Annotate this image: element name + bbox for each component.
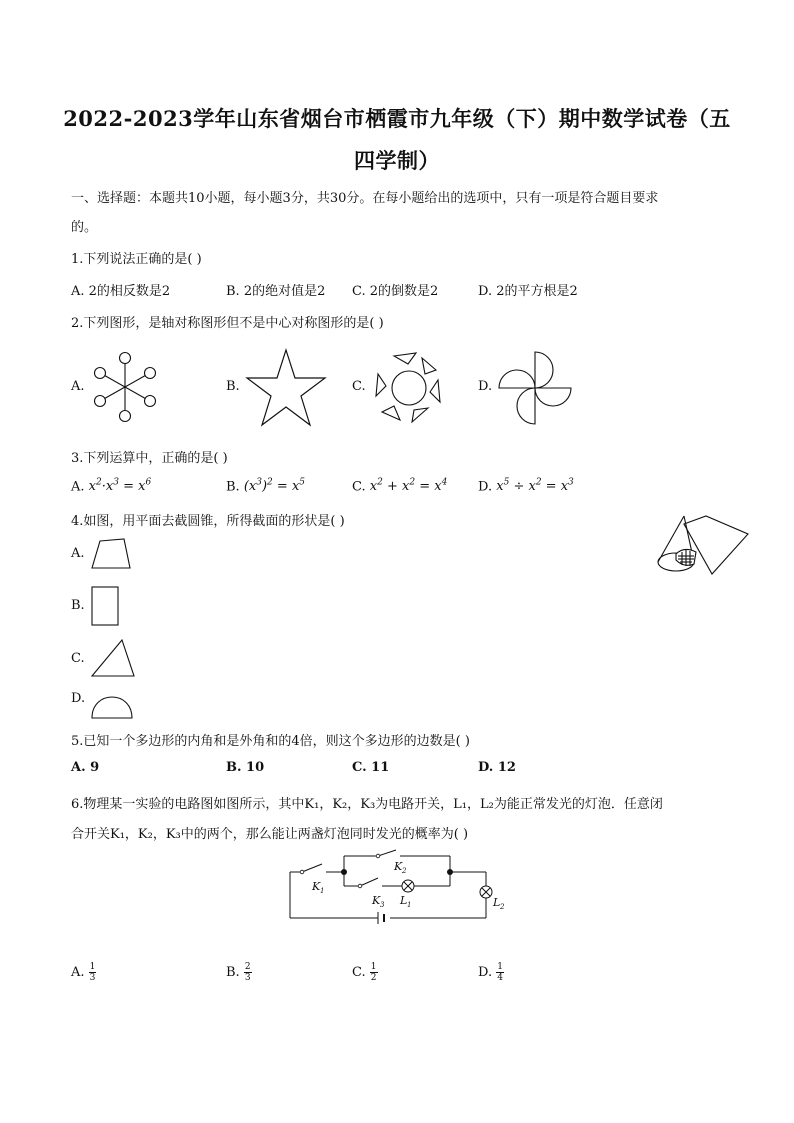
k2-label: K	[394, 860, 403, 873]
q6-option-d	[478, 962, 504, 983]
q6-option-b	[226, 962, 252, 983]
q1-option-d: D. 2的平方根是2	[478, 284, 578, 299]
q3-label-b: B.	[226, 479, 240, 495]
q2-label-d: D.	[478, 379, 493, 394]
q6-fraction-c	[370, 962, 378, 983]
k3-label: K	[372, 894, 381, 907]
ring-triangles-figure	[370, 350, 448, 426]
section-heading-cont: 的。	[71, 220, 98, 235]
k3-subscript: 3	[380, 901, 385, 909]
q3-option-c	[352, 478, 447, 494]
q6-label-a: A.	[71, 965, 85, 980]
q2-label-b: B.	[226, 379, 240, 394]
q6-numerator-a: 1	[89, 962, 96, 972]
q5-option-c: C. 11	[352, 760, 390, 775]
l2-subscript: 2	[500, 903, 505, 911]
q6-denominator-b: 3	[244, 973, 251, 983]
question-6-stem-line1: 6.物理某一实验的电路图如图所示，其中K₁，K₂，K₃为电路开关，L₁，L₂为能正常发光的灯泡．任意闭	[71, 797, 663, 812]
q3-label-c: C.	[352, 479, 366, 495]
q4-label-b: B.	[71, 598, 85, 613]
q6-option-a	[71, 962, 96, 983]
q6-label-d: D.	[478, 965, 493, 980]
triangle-shape	[90, 638, 136, 678]
q6-option-c	[352, 962, 378, 983]
parabolic-arch-shape	[90, 682, 134, 720]
q6-numerator-d: 1	[497, 962, 503, 972]
l1-subscript: 1	[407, 901, 412, 909]
star-figure	[244, 348, 328, 428]
snowflake-figure	[90, 350, 160, 424]
question-5-stem: 5.已知一个多边形的内角和是外角和的4倍，则这个多边形的边数是( )	[71, 734, 470, 749]
q6-fraction-a	[89, 962, 97, 983]
q5-option-b: B. 10	[226, 760, 265, 775]
q6-label-b: B.	[226, 965, 240, 980]
q6-denominator-c: 2	[370, 973, 377, 983]
q5-option-d: D. 12	[478, 760, 516, 775]
l2-label: L	[493, 896, 501, 909]
q4-label-d: D.	[71, 691, 86, 706]
q3-label-d: D.	[478, 479, 493, 495]
q4-label-c: C.	[71, 651, 85, 666]
k1-label: K	[312, 880, 321, 893]
question-3-stem: 3.下列运算中，正确的是( )	[71, 451, 228, 466]
q3-expression-c: $x^2 + x^2 = x^4$	[369, 478, 448, 495]
q6-label-c: C.	[352, 965, 366, 980]
q3-expression-b: $(x^3)^2 = x^5$	[243, 478, 306, 495]
q1-option-a: A. 2的相反数是2	[71, 284, 171, 299]
q1-option-b: B. 2的绝对值是2	[226, 284, 326, 299]
k1-subscript: 1	[320, 887, 325, 895]
q6-numerator-b: 2	[244, 962, 251, 972]
q3-expression-a: $x^2\cdot x^3 = x^6$	[88, 478, 152, 495]
q6-fraction-b	[244, 962, 252, 983]
q3-option-a	[71, 478, 151, 494]
l1-label: L	[400, 894, 408, 907]
q6-denominator-d: 4	[497, 973, 503, 983]
question-1-stem: 1.下列说法正确的是( )	[71, 252, 202, 267]
trapezoid-shape	[90, 538, 132, 570]
q3-label-a: A.	[71, 479, 85, 495]
q5-option-a: A. 9	[71, 760, 100, 775]
rectangle-shape	[90, 586, 120, 626]
question-4-stem: 4.如图，用平面去截圆锥，所得截面的形状是( )	[71, 514, 345, 529]
exam-title-line2: 四学制）	[354, 148, 440, 173]
q3-option-b	[226, 478, 305, 494]
section-heading: 一、选择题：本题共10小题，每小题3分，共30分。在每小题给出的选项中，只有一项是符合题目要求	[71, 191, 659, 206]
pinwheel-figure	[497, 350, 573, 426]
circuit-diagram	[286, 850, 516, 926]
q4-label-a: A.	[71, 546, 85, 561]
q3-expression-d: $x^5 \div x^2 = x^3$	[496, 478, 574, 495]
question-6-stem-line2: 合开关K₁，K₂，K₃中的两个，那么能让两盏灯泡同时发光的概率为( )	[71, 827, 469, 842]
k2-subscript: 2	[402, 867, 407, 875]
q6-denominator-a: 3	[89, 973, 96, 983]
q6-fraction-d	[496, 962, 504, 983]
q3-option-d	[478, 478, 574, 494]
exam-title-line1: 2022-2023学年山东省烟台市栖霞市九年级（下）期中数学试卷（五	[63, 106, 731, 131]
question-2-stem: 2.下列图形，是轴对称图形但不是中心对称图形的是( )	[71, 316, 384, 331]
q2-label-a: A.	[71, 379, 85, 394]
cone-section-figure	[654, 512, 750, 578]
q1-option-c: C. 2的倒数是2	[352, 284, 439, 299]
q6-numerator-c: 1	[370, 962, 377, 972]
q2-label-c: C.	[352, 379, 366, 394]
